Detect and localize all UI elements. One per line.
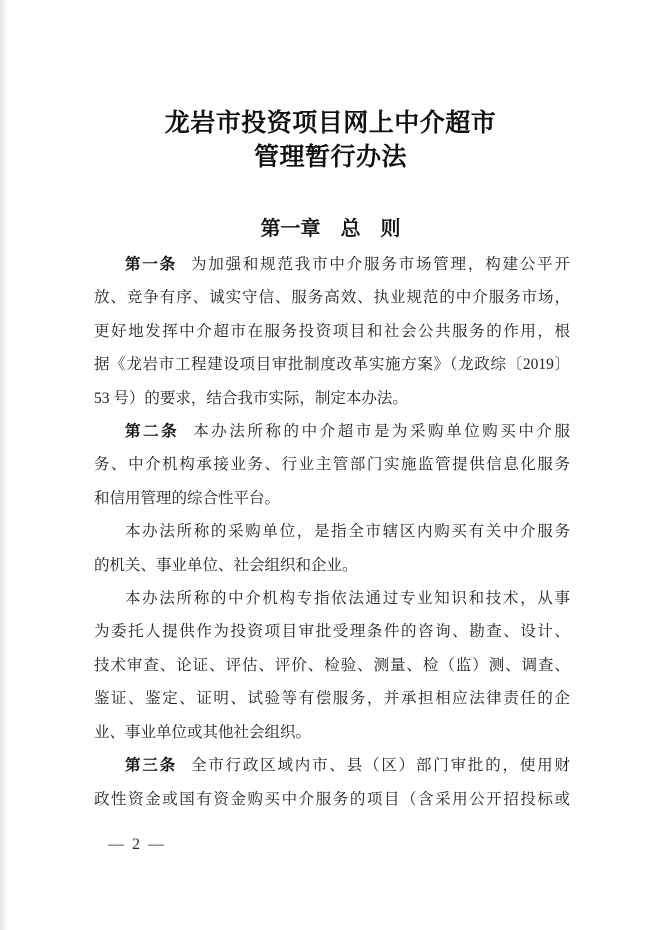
article-number: 第三条 bbox=[125, 757, 177, 775]
document-title-line-2: 管理暂行办法 bbox=[253, 144, 407, 171]
document-title-line-1: 龙岩市投资项目网上中介超市 bbox=[164, 110, 497, 137]
body-line: 本办法所称的中介机构专指依法通过专业知识和技术，从事 bbox=[125, 590, 570, 608]
body-line: 的机关、事业单位、社会组织和企业。 bbox=[94, 556, 358, 574]
article-number: 第二条 bbox=[125, 423, 180, 441]
body-line: 本办法所称的采购单位，是指全市辖区内购买有关中介服务 bbox=[125, 523, 570, 541]
body-line: 放、竞争有序、诚实守信、服务高效、执业规范的中介服务市场， bbox=[94, 289, 570, 307]
body-line: 业、事业单位或其他社会组织。 bbox=[94, 723, 312, 741]
body-line: 政性资金或国有资金购买中介服务的项目（含采用公开招投标或 bbox=[94, 790, 570, 808]
body-line: 为委托人提供作为投资项目审批受理条件的咨询、勘查、设计、 bbox=[94, 623, 570, 641]
document-title bbox=[0, 107, 661, 175]
body-line: 鉴证、鉴定、证明、试验等有偿服务，并承担相应法律责任的企 bbox=[94, 690, 570, 708]
body-line: 第三条 全市行政区域内市、县（区）部门审批的，使用财 bbox=[125, 757, 570, 775]
article-number: 第一条 bbox=[125, 256, 177, 273]
page-number: — 2 — bbox=[108, 836, 166, 853]
body-line: 据《龙岩市工程建设项目审批制度改革实施方案》（龙政综〔2019〕 bbox=[94, 356, 570, 374]
body-line: 技术审查、论证、评估、评价、检验、测量、检（监）测、调查、 bbox=[94, 656, 570, 674]
body-line: 第二条 本办法所称的中介超市是为采购单位购买中介服 bbox=[125, 423, 570, 441]
chapter-heading: 第一章 总 则 bbox=[260, 218, 401, 240]
body-line: 和信用管理的综合性平台。 bbox=[94, 489, 281, 507]
body-line: 务、中介机构承接业务、行业主管部门实施监管提供信息化服务 bbox=[94, 456, 570, 474]
body-line: 更好地发挥中介超市在服务投资项目和社会公共服务的作用，根 bbox=[94, 322, 570, 340]
document-body bbox=[94, 248, 570, 816]
body-line: 53 号）的要求，结合我市实际，制定本办法。 bbox=[94, 389, 408, 407]
body-line: 第一条 为加强和规范我市中介服务市场管理，构建公平开 bbox=[125, 256, 570, 273]
